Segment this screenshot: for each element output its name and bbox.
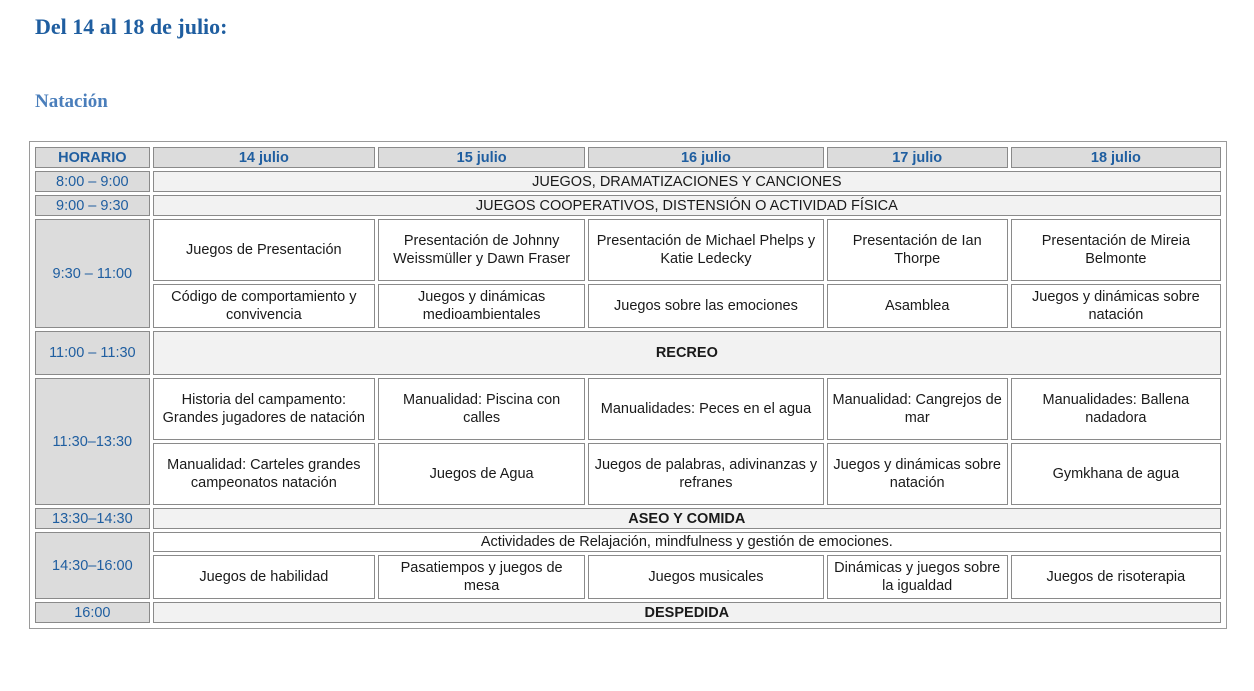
- table-row: [35, 284, 1221, 328]
- activity-cell: DESPEDIDA: [153, 602, 1221, 623]
- section-title: Natación: [35, 91, 108, 112]
- activity-cell: Manualidades: Peces en el agua: [588, 378, 823, 440]
- activity-cell: Actividades de Relajación, mindfulness y gestión de emociones.: [153, 532, 1221, 552]
- activity-cell: Juegos y dinámicas medioambientales: [378, 284, 585, 328]
- time-cell: 11:30–13:30: [35, 378, 150, 505]
- activity-cell: Juegos de Presentación: [153, 219, 375, 281]
- table-row: [35, 443, 1221, 505]
- activity-cell: Juegos de risoterapia: [1011, 555, 1221, 599]
- activity-cell: Pasatiempos y juegos de mesa: [378, 555, 585, 599]
- activity-cell: Juegos de habilidad: [153, 555, 375, 599]
- table-row: [35, 331, 1221, 375]
- page-title: Del 14 al 18 de julio:: [35, 14, 228, 39]
- header-day-1: 14 julio: [153, 147, 375, 168]
- activity-cell: Presentación de Mireia Belmonte: [1011, 219, 1221, 281]
- activity-cell: Presentación de Michael Phelps y Katie Ledecky: [588, 219, 823, 281]
- activity-cell: Presentación de Ian Thorpe: [827, 219, 1008, 281]
- header-day-2: 15 julio: [378, 147, 585, 168]
- activity-cell: Gymkhana de agua: [1011, 443, 1221, 505]
- activity-cell: Presentación de Johnny Weissmüller y Dawn Fraser: [378, 219, 585, 281]
- time-cell: 9:00 – 9:30: [35, 195, 150, 216]
- schedule-table-frame: [29, 141, 1227, 629]
- activity-cell: JUEGOS, DRAMATIZACIONES Y CANCIONES: [153, 171, 1221, 192]
- time-cell: 11:00 – 11:30: [35, 331, 150, 375]
- table-row: [35, 195, 1221, 216]
- time-cell: 16:00: [35, 602, 150, 623]
- table-row: [35, 171, 1221, 192]
- time-cell: 14:30–16:00: [35, 532, 150, 599]
- activity-cell: Juegos de palabras, adivinanzas y refranes: [588, 443, 823, 505]
- schedule-table: [32, 144, 1224, 626]
- table-row: [35, 532, 1221, 552]
- table-row: [35, 508, 1221, 529]
- time-cell: 9:30 – 11:00: [35, 219, 150, 328]
- activity-cell: Juegos y dinámicas sobre natación: [827, 443, 1008, 505]
- activity-cell: Manualidad: Piscina con calles: [378, 378, 585, 440]
- activity-cell: Manualidades: Ballena nadadora: [1011, 378, 1221, 440]
- activity-cell: Asamblea: [827, 284, 1008, 328]
- activity-cell: Juegos y dinámicas sobre natación: [1011, 284, 1221, 328]
- header-day-3: 16 julio: [588, 147, 823, 168]
- activity-cell: Dinámicas y juegos sobre la igualdad: [827, 555, 1008, 599]
- activity-cell: Juegos sobre las emociones: [588, 284, 823, 328]
- activity-cell: Juegos de Agua: [378, 443, 585, 505]
- activity-cell: Código de comportamiento y convivencia: [153, 284, 375, 328]
- time-cell: 13:30–14:30: [35, 508, 150, 529]
- table-row: [35, 555, 1221, 599]
- activity-cell: JUEGOS COOPERATIVOS, DISTENSIÓN O ACTIVIDAD FÍSICA: [153, 195, 1221, 216]
- activity-cell: Juegos musicales: [588, 555, 823, 599]
- time-cell: 8:00 – 9:00: [35, 171, 150, 192]
- activity-cell: RECREO: [153, 331, 1221, 375]
- table-row: [35, 378, 1221, 440]
- table-row: [35, 219, 1221, 281]
- activity-cell: ASEO Y COMIDA: [153, 508, 1221, 529]
- activity-cell: Historia del campamento: Grandes jugadores de natación: [153, 378, 375, 440]
- activity-cell: Manualidad: Carteles grandes campeonatos natación: [153, 443, 375, 505]
- header-day-4: 17 julio: [827, 147, 1008, 168]
- header-day-5: 18 julio: [1011, 147, 1221, 168]
- table-row: [35, 602, 1221, 623]
- header-row: [35, 147, 1221, 168]
- activity-cell: Manualidad: Cangrejos de mar: [827, 378, 1008, 440]
- header-horario: HORARIO: [35, 147, 150, 168]
